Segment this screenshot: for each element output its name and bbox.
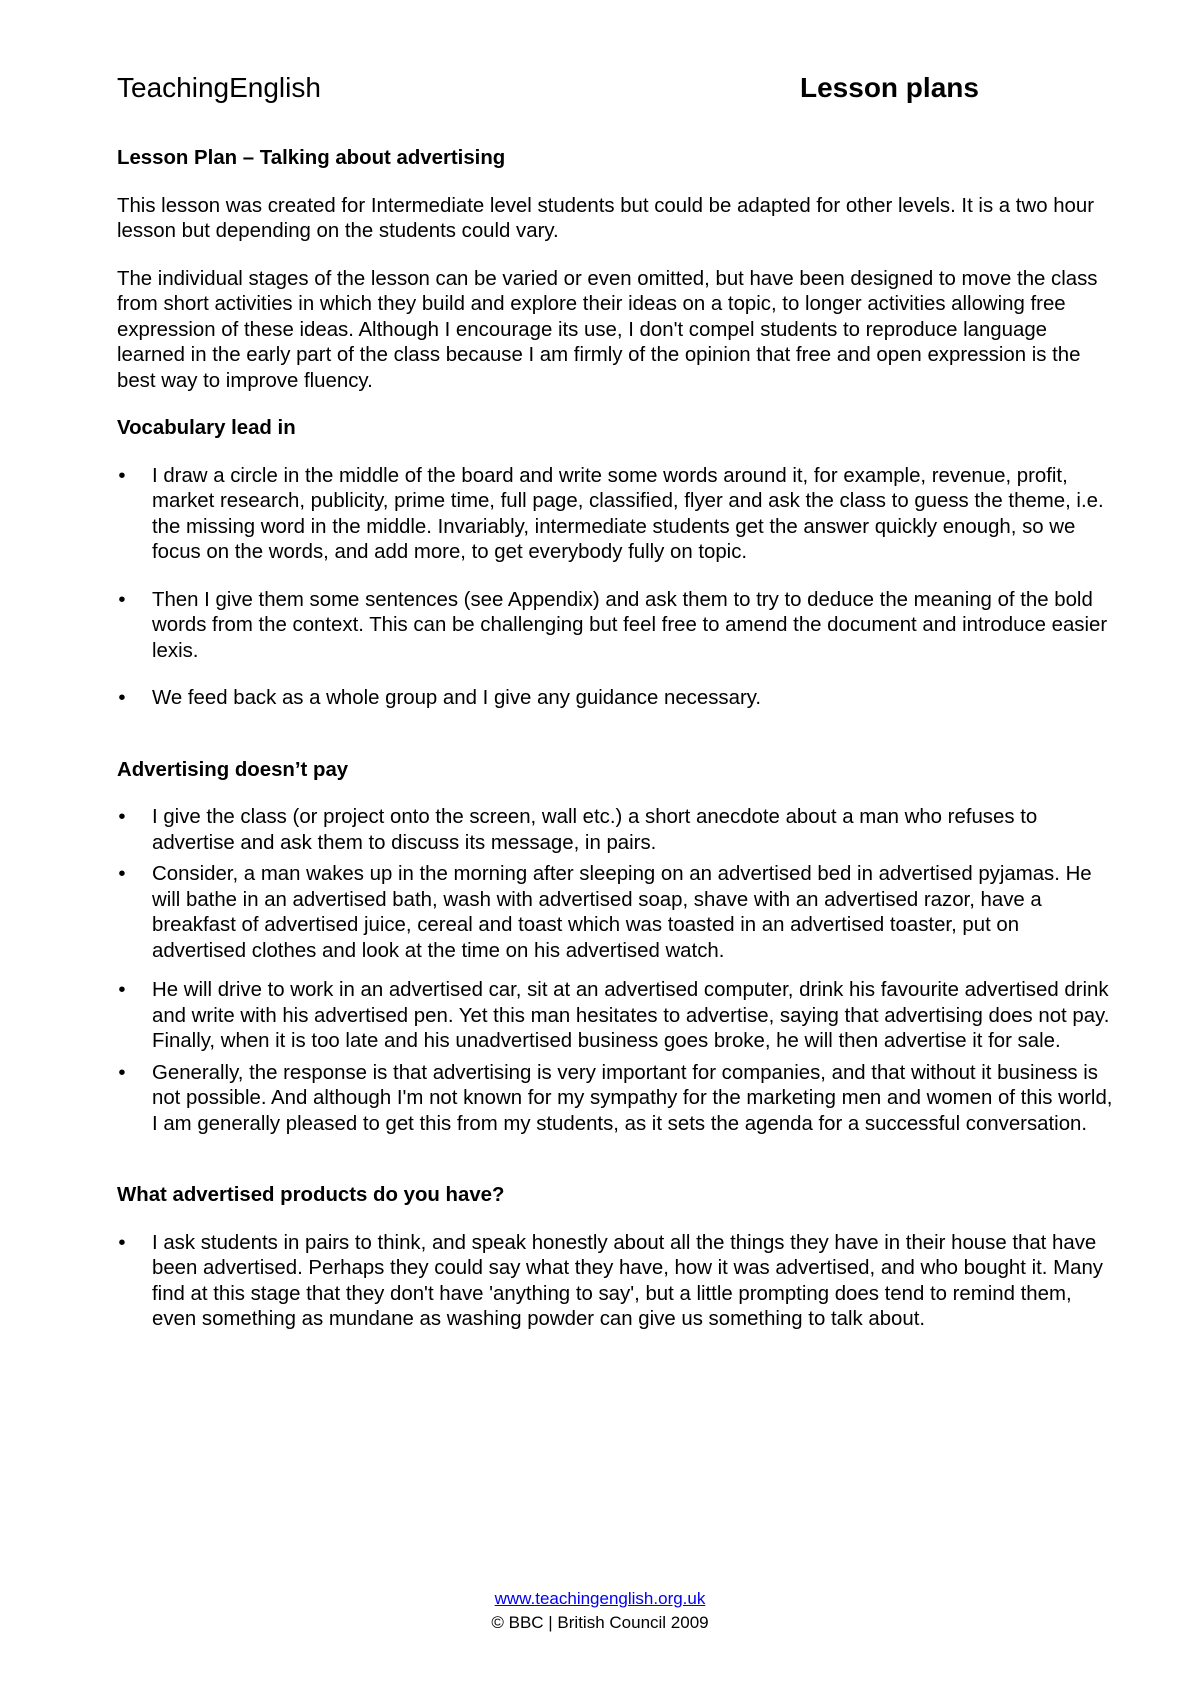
section-label: Lesson plans <box>800 72 979 103</box>
bullet-icon: • <box>118 687 126 709</box>
vocabulary-list <box>117 464 1117 712</box>
list-item-text: Then I give them some sentences (see Appendix) and ask them to try to deduce the meaning of the bold words from the context. This can be challenging but feel free to amend the document and introduce easier lexis. <box>152 588 1108 662</box>
list-item <box>117 686 1117 712</box>
bullet-icon: • <box>118 1061 126 1084</box>
intro-paragraph: This lesson was created for Intermediate level students but could be adapted for other levels. It is a two hour lesson but depending on the students could vary. <box>117 194 1095 242</box>
website-link[interactable]: www.teachingenglish.org.uk <box>494 1589 706 1608</box>
list-item <box>117 805 1117 856</box>
list-item-text: Generally, the response is that advertising is very important for companies, and that without it business is not possible. And although I'm not known for my sympathy for the marketing men and women of this world, I am generally pleased to get this from my students, as it sets the agenda for a successful conversation. <box>152 1061 1113 1135</box>
list-item-text: We feed back as a whole group and I give any guidance necessary. <box>152 687 762 709</box>
list-item <box>117 588 1117 665</box>
list-item-text: He will drive to work in an advertised car, sit at an advertised computer, drink his favourite advertised drink and write with his advertised pen. Yet this man hesitates to advertise, saying that advertising does not pay. Finally, when it is too late and his unadvertised business goes broke, he will then advertise it for sale. <box>152 979 1110 1052</box>
list-item-text: Consider, a man wakes up in the morning after sleeping on an advertised bed in advertised pyjamas. He will bathe in an advertised bath, wash with advertised soap, shave with an advertised razor, have a breakfast of advertised juice, cereal and toast which was toasted in an advertised toaster, put on advertised clothes and look at the time on his advertised watch. <box>152 863 1092 962</box>
bullet-icon: • <box>118 1231 126 1254</box>
products-list <box>117 1231 1117 1333</box>
bullet-icon: • <box>118 979 126 1001</box>
bullet-icon: • <box>118 863 126 885</box>
lesson-title: Lesson Plan – Talking about advertising <box>117 147 506 169</box>
intro-paragraph: The individual stages of the lesson can be varied or even omitted, but have been designed to move the class from short activities in which they build and explore their ideas on a topic, to longer activities allowing free expression of these ideas. Although I encourage its use, I don't compel students to reproduce language learned in the early part of the class because I am firmly of the opinion that free and open expression is the best way to improve fluency. <box>117 267 1098 392</box>
bullet-icon: • <box>118 464 126 487</box>
list-item-text: I give the class (or project onto the screen, wall etc.) a short anecdote about a man who refuses to advertise and ask them to discuss its message, in pairs. <box>152 806 1038 854</box>
copyright-notice: © BBC | British Council 2009 <box>491 1613 709 1632</box>
list-item <box>117 978 1117 1055</box>
bullet-icon: • <box>118 806 126 828</box>
section-heading-vocabulary: Vocabulary lead in <box>117 417 296 439</box>
section-heading-advertising: Advertising doesn’t pay <box>117 758 349 781</box>
list-item <box>117 1231 1117 1333</box>
advertising-list <box>117 805 1117 1137</box>
list-item-text: I draw a circle in the middle of the board and write some words around it, for example, revenue, profit, market research, publicity, prime time, full page, classified, flyer and ask the class to guess the theme, i.e. the missing word in the middle. Invariably, intermediate students get the answer quickly enough, so we focus on the words, and add more, to get everybody fully on topic. <box>152 464 1104 563</box>
list-item <box>117 1061 1117 1138</box>
brand-name: TeachingEnglish <box>117 72 321 103</box>
section-heading-products: What advertised products do you have? <box>117 1184 505 1206</box>
list-item <box>117 862 1117 964</box>
document-body <box>117 146 1117 1333</box>
list-item <box>117 464 1117 566</box>
bullet-icon: • <box>118 588 126 611</box>
list-item-text: I ask students in pairs to think, and speak honestly about all the things they have in their house that have been advertised. Perhaps they could say what they have, how it was advertised, and who bought it. Many find at this stage that they don't have 'anything to say', but a little prompting does tend to remind them, even something as mundane as washing powder can give us something to talk about. <box>152 1231 1103 1330</box>
